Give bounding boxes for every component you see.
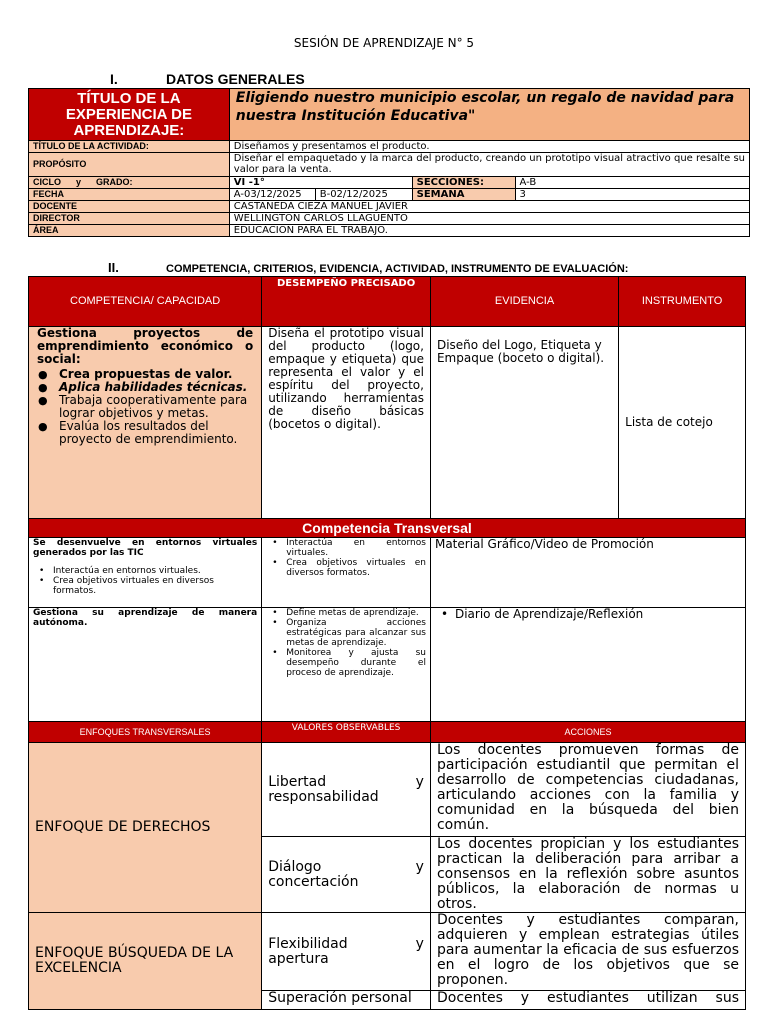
general-data-table <box>28 88 750 237</box>
cycle-value: VI -1° <box>229 177 412 189</box>
sections-value: A-B <box>515 177 749 189</box>
experience-title-value: Eligiendo nuestro municipio escolar, un regalo de navidad para nuestra Institución Educativa" <box>229 89 749 141</box>
transversal-heading: Competencia Transversal <box>29 519 746 538</box>
list-item: • Interactúa en entornos virtuales. <box>53 566 257 576</box>
header-approach: ENFOQUES TRANSVERSALES <box>29 722 262 743</box>
approach-action: Docentes y estudiantes comparan, adquieren y emplean estrategias útiles para aumentar la eficacia de sus esfuerzos en el logro de los objetivos que se proponen. <box>430 913 745 991</box>
approach-action: Los docentes promueven formas de participación estudiantil que permitan el desarrollo de competencias ciudadanas, articulando acciones con la familia y comunidad en la búsqueda del bien común. <box>430 743 745 837</box>
list-item: ● Evalúa los resultados del proyecto de emprendimiento. <box>59 420 253 446</box>
capacity-list <box>33 566 257 596</box>
observable-value: Flexibilidad y apertura <box>262 913 431 991</box>
section-heading-general-data <box>110 71 305 87</box>
director-value: WELLINGTON CARLOS LLAGUENTO <box>229 213 749 225</box>
list-item: ● Trabaja cooperativamente para lograr objetivos y metas. <box>59 394 253 420</box>
cycle-label: CICLO y GRADO: <box>29 177 230 189</box>
competency-table <box>28 276 746 1010</box>
list-item: • Crea objetivos virtuales en diversos formatos. <box>286 558 426 578</box>
document-title: SESIÓN DE APRENDIZAJE N° 5 <box>293 36 475 50</box>
observable-value: Libertad y responsabilidad <box>262 743 431 837</box>
approach-action: Docentes y estudiantes utilizan sus <box>430 991 745 1010</box>
performance-cell: Diseña el prototipo visual del producto (logo, empaque y etiqueta) que representa el valor y el espíritu del proyecto, utilizando herramientas de diseño básicas (bocetos o digital). <box>262 327 431 519</box>
area-value: EDUCACION PARA EL TRABAJO. <box>229 225 749 237</box>
header-instrument: INSTRUMENTO <box>619 277 746 327</box>
competency-cell <box>29 327 262 519</box>
transversal-competency: Gestiona su aprendizaje de manera autónoma. <box>33 608 258 628</box>
header-values: VALORES OBSERVABLES <box>262 722 431 743</box>
section-number: II. <box>108 260 119 275</box>
performance-list <box>266 608 426 678</box>
evidence-list <box>435 608 741 621</box>
date-a: A-03/12/2025 <box>229 189 315 201</box>
observable-value: Superación personal <box>262 991 431 1010</box>
header-performance: DESEMPEÑO PRECISADO <box>262 277 431 327</box>
competency-title: Gestiona proyectos de emprendimiento económico o social: <box>37 326 254 366</box>
purpose-label: PROPÓSITO <box>29 153 230 177</box>
evidence-cell: Diseño del Logo, Etiqueta y Empaque (boceto o digital). <box>430 327 618 519</box>
header-competency: COMPETENCIA/ CAPACIDAD <box>29 277 262 327</box>
activity-value: Diseñamos y presentamos el producto. <box>229 141 749 153</box>
list-item: ● Crea propuestas de valor. <box>59 368 253 381</box>
section-title: COMPETENCIA, CRITERIOS, EVIDENCIA, ACTIVIDAD, INSTRUMENTO DE EVALUACIÓN: <box>166 263 629 275</box>
section-title: DATOS GENERALES <box>166 71 305 87</box>
transversal-evidence <box>430 608 745 722</box>
transversal-evidence: Material Gráfico/Video de Promoción <box>430 538 745 608</box>
approach-name: ENFOQUE DE DERECHOS <box>29 743 262 913</box>
teacher-label: DOCENTE <box>29 201 230 213</box>
transversal-performance <box>262 608 431 722</box>
purpose-value: Diseñar el empaquetado y la marca del producto, creando un prototipo visual atractivo que resalte su valor para la venta. <box>229 153 749 177</box>
transversal-performance <box>262 538 431 608</box>
section-number: I. <box>110 71 118 87</box>
header-evidence: EVIDENCIA <box>430 277 618 327</box>
date-b: B-02/12/2025 <box>315 189 412 201</box>
section-heading-competency <box>108 260 628 275</box>
week-label: SEMANA <box>412 189 515 201</box>
transversal-row <box>29 608 262 722</box>
instrument-cell: Lista de cotejo <box>619 327 746 519</box>
list-item: ● Aplica habilidades técnicas. <box>59 381 253 394</box>
activity-label: TÍTULO DE LA ACTIVIDAD: <box>29 141 230 153</box>
approach-action: Los docentes propician y los estudiantes practican la deliberación para arribar a consensos en la reflexión sobre asuntos públicos, la elaboración de normas u otros. <box>430 837 745 913</box>
list-item: • Organiza acciones estratégicas para alcanzar sus metas de aprendizaje. <box>286 618 426 648</box>
list-item: • Interactúa en entornos virtuales. <box>286 538 426 558</box>
list-item: • Crea objetivos virtuales en diversos formatos. <box>53 576 257 596</box>
experience-title-label: TÍTULO DE LA EXPERIENCIA DE APRENDIZAJE: <box>29 89 230 141</box>
approach-name: ENFOQUE BÚSQUEDA DE LA EXCELENCIA <box>29 913 262 1010</box>
list-item: • Monitorea y ajusta su desempeño durante el proceso de aprendizaje. <box>286 648 426 678</box>
sections-label: SECCIONES: <box>412 177 515 189</box>
week-value: 3 <box>515 189 749 201</box>
observable-value: Diálogo y concertación <box>262 837 431 913</box>
capacity-list <box>37 368 253 446</box>
performance-list <box>266 538 426 578</box>
area-label: ÁREA <box>29 225 230 237</box>
teacher-value: CASTANEDA CIEZA MANUEL JAVIER <box>229 201 749 213</box>
list-item: • Diario de Aprendizaje/Reflexión <box>455 608 741 621</box>
date-label: FECHA <box>29 189 230 201</box>
transversal-competency: Se desenvuelve en entornos virtuales generados por las TIC <box>33 538 258 558</box>
transversal-row <box>29 538 262 608</box>
list-item: • Define metas de aprendizaje. <box>286 608 426 618</box>
header-actions: ACCIONES <box>430 722 745 743</box>
director-label: DIRECTOR <box>29 213 230 225</box>
